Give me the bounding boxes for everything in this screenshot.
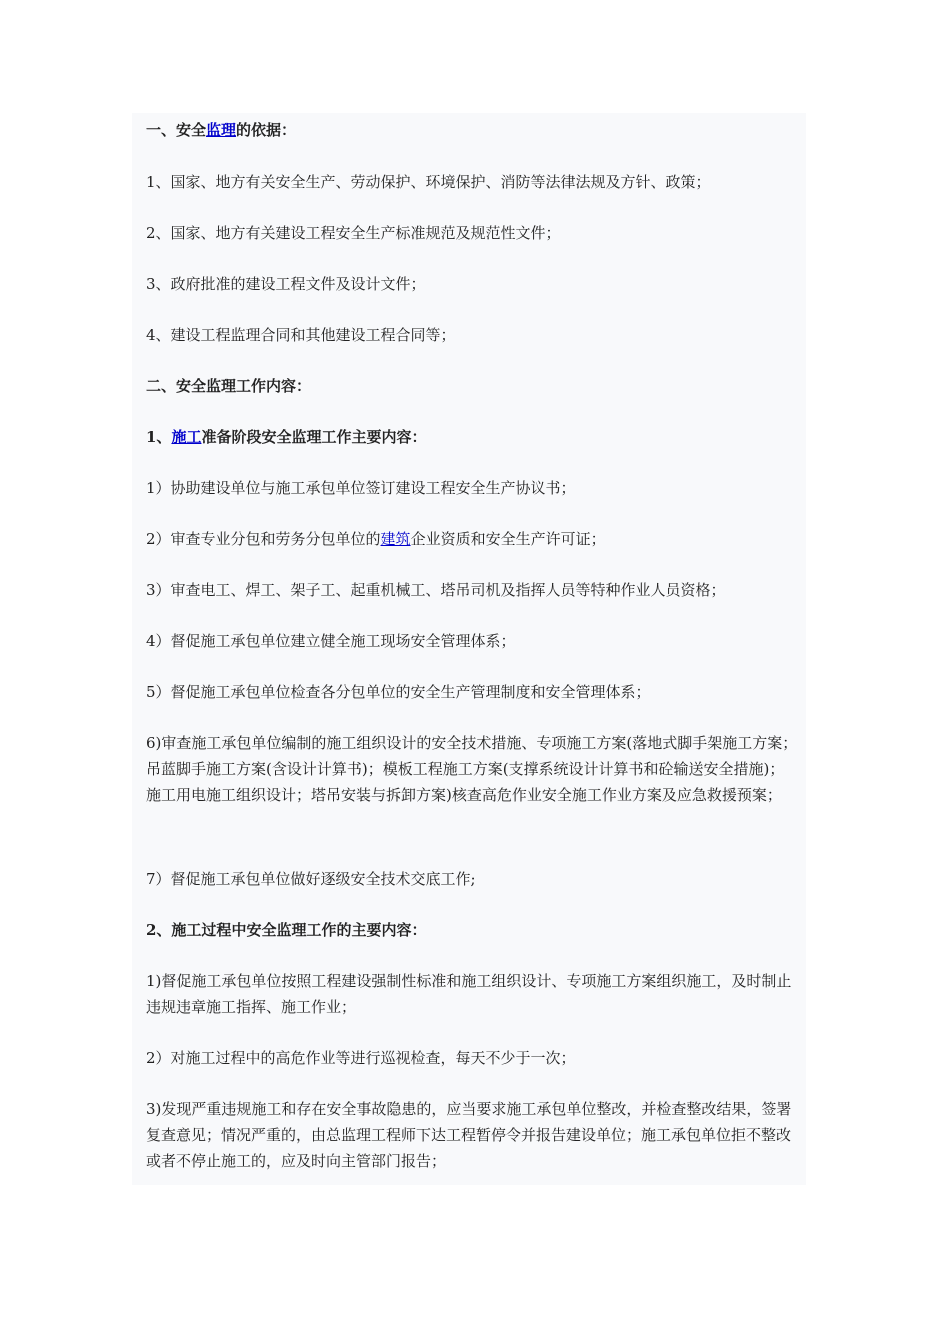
- prep-item-1: 1）协助建设单位与施工承包单位签订建设工程安全生产协议书；: [146, 479, 576, 497]
- heading-preparation-stage: [146, 424, 798, 450]
- heading-work-content: 二、安全监理工作内容：: [146, 377, 312, 395]
- heading-basis-prefix: 一、安全: [146, 121, 207, 139]
- prep-item-2-suffix: 企业资质和安全生产许可证；: [410, 530, 606, 548]
- heading-prep-prefix: 1、: [146, 428, 172, 446]
- basis-item-1: 1、国家、地方有关安全生产、劳动保护、环境保护、消防等法律法规及方针、政策；: [146, 173, 711, 191]
- prep-item-4: 4）督促施工承包单位建立健全施工现场安全管理体系；: [146, 632, 516, 650]
- heading-construction-process: 2、施工过程中安全监理工作的主要内容：: [146, 921, 427, 939]
- prep-item-6: 6)审查施工承包单位编制的施工组织设计的安全技术措施、专项施工方案(落地式脚手架施工方案；吊蓝脚手施工方案(含设计计算书)；模板工程施工方案(支撑系统设计计算书和砼输送安全措施)；施工用电施工组织设计；塔吊安装与拆卸方案)核查高危作业安全施工作业方案及应急救援预案；: [146, 734, 798, 804]
- prep-item-2: [146, 526, 798, 552]
- document-body: [132, 113, 806, 1185]
- link-supervision[interactable]: 监理: [206, 121, 237, 139]
- prep-item-3: 3）审查电工、焊工、架子工、起重机械工、塔吊司机及指挥人员等特种作业人员资格；: [146, 581, 726, 599]
- process-item-1: 1)督促施工承包单位按照工程建设强制性标准和施工组织设计、专项施工方案组织施工，及时制止违规违章施工指挥、施工作业；: [146, 972, 792, 1016]
- prep-item-5: 5）督促施工承包单位检查各分包单位的安全生产管理制度和安全管理体系；: [146, 683, 651, 701]
- basis-item-2: 2、国家、地方有关建设工程安全生产标准规范及规范性文件；: [146, 224, 561, 242]
- process-item-2: 2）对施工过程中的高危作业等进行巡视检查，每天不少于一次；: [146, 1049, 576, 1067]
- link-building[interactable]: 建筑: [380, 530, 411, 548]
- link-construction[interactable]: 施工: [171, 428, 202, 446]
- prep-item-7: 7）督促施工承包单位做好逐级安全技术交底工作;: [146, 870, 476, 888]
- prep-item-2-prefix: 2）审查专业分包和劳务分包单位的: [146, 530, 381, 548]
- basis-item-3: 3、政府批准的建设工程文件及设计文件；: [146, 275, 426, 293]
- heading-basis-suffix: 的依据：: [236, 121, 297, 139]
- heading-basis: [146, 117, 798, 143]
- basis-item-4: 4、建设工程监理合同和其他建设工程合同等；: [146, 326, 456, 344]
- process-item-3: 3)发现严重违规施工和存在安全事故隐患的，应当要求施工承包单位整改，并检查整改结果，签署复查意见；情况严重的，由总监理工程师下达工程暂停令并报告建设单位；施工承包单位拒不整改或者不停止施工的，应及时向主管部门报告；: [146, 1100, 792, 1170]
- heading-prep-suffix: 准备阶段安全监理工作主要内容：: [201, 428, 427, 446]
